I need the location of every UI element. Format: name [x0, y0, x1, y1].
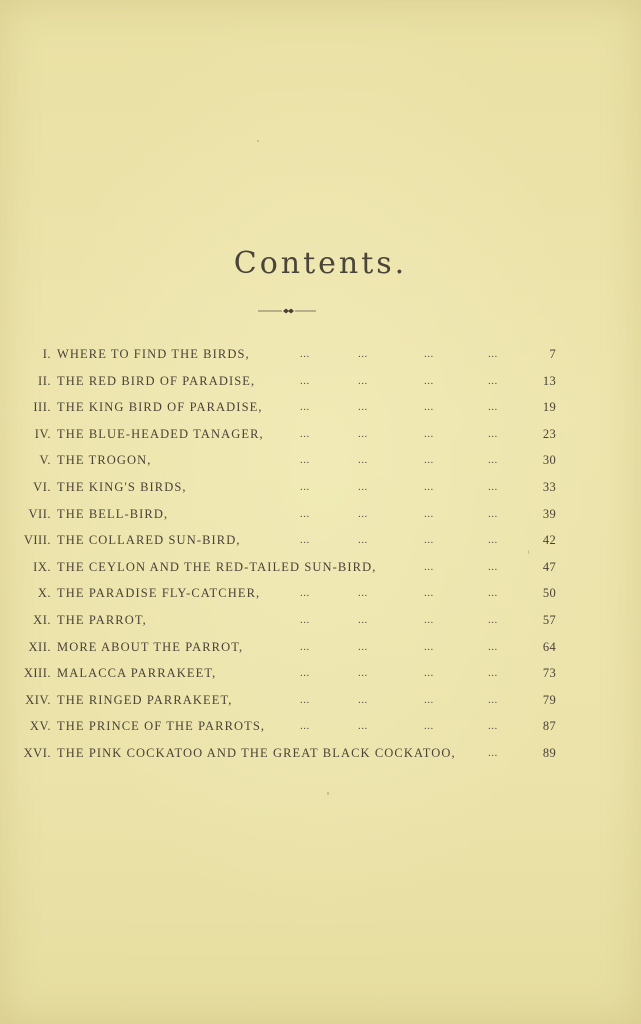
dot-leader: ...	[424, 427, 434, 440]
chapter-numeral: XVI.	[23, 745, 51, 760]
dot-leader: ...	[424, 374, 434, 387]
chapter-title: THE BLUE-HEADED TANAGER,	[57, 426, 264, 441]
chapter-numeral: V.	[39, 453, 51, 468]
dot-leader: ...	[300, 427, 310, 440]
chapter-numeral: X.	[37, 586, 51, 601]
toc-entry	[0, 527, 641, 554]
dot-leader: ...	[488, 454, 498, 467]
chapter-page-number: 50	[542, 586, 556, 601]
chapter-page-number: 39	[542, 506, 556, 521]
dot-leader: ...	[488, 560, 498, 573]
chapter-numeral: IX.	[33, 559, 51, 574]
dot-leader: ...	[424, 693, 434, 706]
dot-leader: ...	[358, 667, 368, 680]
chapter-numeral: III.	[33, 400, 51, 415]
dot-leader: ...	[488, 480, 498, 493]
paper-speck	[327, 792, 329, 795]
chapter-title: THE RINGED PARRAKEET,	[57, 692, 233, 707]
dot-leader: ...	[424, 507, 434, 520]
chapter-page-number: 19	[542, 400, 556, 415]
chapter-title: THE BELL-BIRD,	[57, 506, 169, 521]
dot-leader: ...	[424, 348, 434, 360]
dot-leader: ...	[488, 613, 498, 626]
dot-leader: ...	[358, 693, 368, 706]
dot-leader: ...	[358, 720, 368, 733]
dot-leader: ...	[488, 720, 498, 733]
dot-leader: ...	[424, 454, 434, 467]
chapter-numeral: IV.	[34, 426, 51, 441]
chapter-page-number: 47	[542, 559, 556, 574]
chapter-title: WHERE TO FIND THE BIRDS,	[57, 347, 250, 361]
chapter-numeral: VIII.	[23, 533, 51, 548]
toc-entry	[0, 607, 641, 634]
dot-leader: ...	[300, 534, 310, 547]
dot-leader: ...	[488, 587, 498, 600]
chapter-title: MALACCA PARRAKEET,	[57, 666, 217, 681]
chapter-numeral: XII.	[28, 639, 51, 654]
toc-entry	[0, 580, 641, 607]
toc-entry	[0, 421, 641, 448]
dot-leader: ...	[488, 746, 498, 759]
dot-leader: ...	[358, 348, 368, 360]
dot-leader: ...	[300, 720, 310, 733]
dot-leader: ...	[424, 667, 434, 680]
chapter-page-number: 87	[542, 719, 556, 734]
chapter-page-number: 57	[542, 612, 556, 627]
chapter-title: THE PARROT,	[57, 612, 147, 627]
chapter-title: THE KING BIRD OF PARADISE,	[57, 400, 263, 415]
chapter-page-number: 64	[542, 639, 556, 654]
toc-entry	[0, 634, 641, 661]
chapter-page-number: 7	[549, 347, 556, 361]
chapter-page-number: 89	[542, 745, 556, 760]
dot-leader: ...	[358, 507, 368, 520]
dot-leader: ...	[488, 374, 498, 387]
dot-leader: ...	[358, 587, 368, 600]
dot-leader: ...	[488, 348, 498, 360]
toc-entry	[0, 687, 641, 714]
chapter-page-number: 33	[542, 479, 556, 494]
toc-entry	[0, 447, 641, 474]
chapter-numeral: II.	[38, 373, 51, 388]
chapter-numeral: XIV.	[25, 692, 51, 707]
chapter-numeral: XV.	[29, 719, 51, 734]
dot-leader: ...	[300, 640, 310, 653]
dot-leader: ...	[424, 401, 434, 414]
chapter-numeral: I.	[42, 347, 51, 361]
toc-entry	[0, 660, 641, 687]
dot-leader: ...	[300, 348, 310, 360]
dot-leader: ...	[300, 480, 310, 493]
table-of-contents	[0, 341, 641, 767]
dot-leader: ...	[424, 720, 434, 733]
dot-leader: ...	[300, 401, 310, 414]
dot-leader: ...	[358, 613, 368, 626]
chapter-page-number: 30	[542, 453, 556, 468]
dot-leader: ...	[358, 374, 368, 387]
dot-leader: ...	[358, 480, 368, 493]
dot-leader: ...	[488, 693, 498, 706]
toc-entry	[0, 368, 641, 395]
toc-entry	[0, 501, 641, 528]
toc-entry	[0, 394, 641, 421]
dot-leader: ...	[424, 560, 434, 573]
dot-leader: ...	[488, 534, 498, 547]
chapter-page-number: 13	[542, 373, 556, 388]
chapter-title: THE RED BIRD OF PARADISE,	[57, 373, 256, 388]
chapter-page-number: 23	[542, 426, 556, 441]
dot-leader: ...	[358, 454, 368, 467]
chapter-page-number: 79	[542, 692, 556, 707]
chapter-title: THE PRINCE OF THE PARROTS,	[57, 719, 266, 734]
dot-leader: ...	[358, 427, 368, 440]
chapter-title: THE PINK COCKATOO AND THE GREAT BLACK COCKATOO,	[57, 745, 456, 760]
dot-leader: ...	[488, 401, 498, 414]
dot-leader: ...	[358, 401, 368, 414]
chapter-title: THE CEYLON AND THE RED-TAILED SUN-BIRD,	[57, 559, 377, 574]
dot-leader: ...	[488, 427, 498, 440]
chapter-page-number: 73	[542, 666, 556, 681]
toc-entry	[0, 474, 641, 501]
toc-entry	[0, 341, 641, 368]
chapter-title: THE COLLARED SUN-BIRD,	[57, 533, 241, 548]
dot-leader: ...	[300, 374, 310, 387]
chapter-numeral: XIII.	[23, 666, 51, 681]
dot-leader: ...	[358, 640, 368, 653]
dot-leader: ...	[488, 640, 498, 653]
dot-leader: ...	[300, 613, 310, 626]
dot-leader: ...	[424, 534, 434, 547]
dot-leader: ...	[424, 640, 434, 653]
toc-entry	[0, 740, 641, 767]
dot-leader: ...	[488, 667, 498, 680]
chapter-title: THE PARADISE FLY-CATCHER,	[57, 586, 261, 601]
chapter-numeral: VII.	[28, 506, 51, 521]
dot-leader: ...	[300, 587, 310, 600]
dot-leader: ...	[300, 454, 310, 467]
paper-speck	[257, 140, 259, 142]
page-title: Contents.	[233, 246, 408, 281]
chapter-title: MORE ABOUT THE PARROT,	[57, 639, 244, 654]
dot-leader: ...	[424, 480, 434, 493]
chapter-page-number: 42	[542, 533, 556, 548]
chapter-numeral: XI.	[33, 612, 51, 627]
dot-leader: ...	[424, 587, 434, 600]
ornament-rule	[258, 305, 316, 317]
toc-entry	[0, 713, 641, 740]
chapter-title: THE TROGON,	[57, 453, 152, 468]
dot-leader: ...	[424, 613, 434, 626]
dot-leader: ...	[358, 534, 368, 547]
toc-entry	[0, 554, 641, 581]
dot-leader: ...	[300, 507, 310, 520]
chapter-title: THE KING'S BIRDS,	[57, 479, 187, 494]
dot-leader: ...	[488, 507, 498, 520]
chapter-numeral: VI.	[33, 479, 51, 494]
dot-leader: ...	[300, 693, 310, 706]
dot-leader: ...	[300, 667, 310, 680]
